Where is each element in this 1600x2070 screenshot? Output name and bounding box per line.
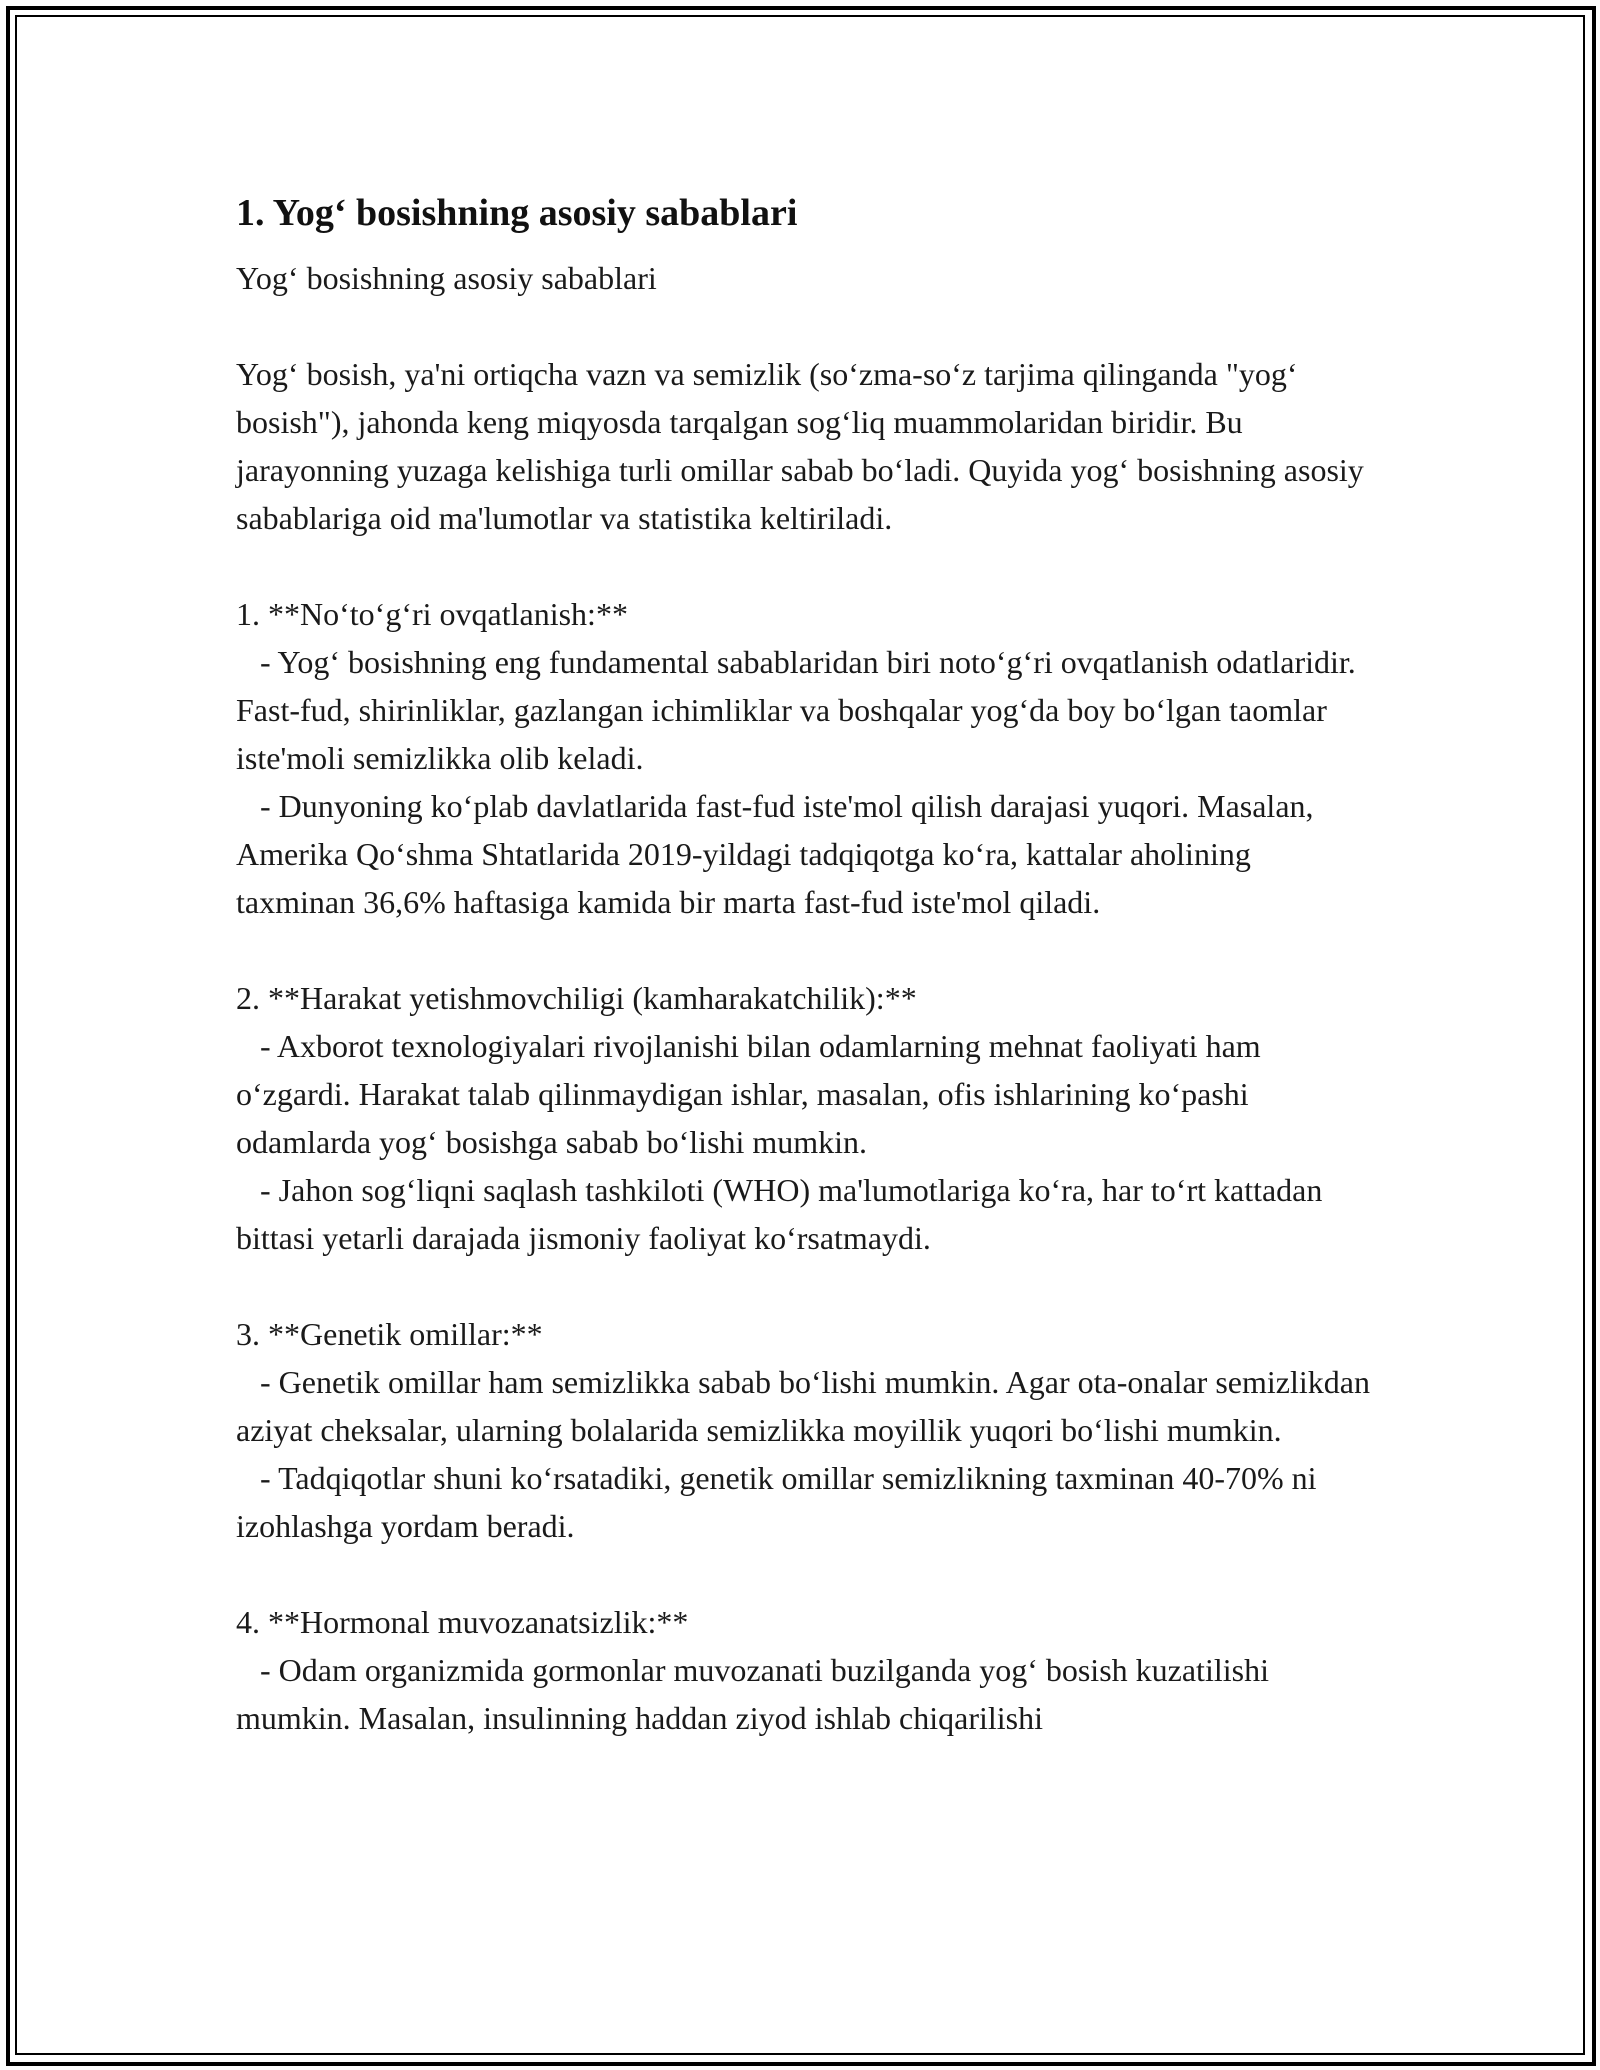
list-item: - Dunyoning ko‘plab davlatlarida fast-fud iste'mol qilish darajasi yuqori. Masalan, Amerika Qo‘shma Shtatlarida 2019-yildagi tadqiqotga ko‘ra, kattalar aholining taxminan 36,6% haftasiga kamida bir marta fast-fud iste'mol qiladi. — [236, 788, 1314, 920]
section-title: 1. **No‘to‘g‘ri ovqatlanish:** — [236, 596, 628, 632]
list-item: - Genetik omillar ham semizlikka sabab bo‘lishi mumkin. Agar ota-onalar semizlikdan aziyat cheksalar, ularning bolalarida semizlikka moyillik yuqori bo‘lishi mumkin. — [236, 1364, 1370, 1448]
section-title: 3. **Genetik omillar:** — [236, 1316, 543, 1352]
document-body — [236, 188, 1376, 1742]
section-genetic-factors — [236, 1310, 1376, 1550]
list-item: - Tadqiqotlar shuni ko‘rsatadiki, genetik omillar semizlikning taxminan 40-70% ni izohlashga yordam beradi. — [236, 1460, 1317, 1544]
list-item: - Jahon sog‘liqni saqlash tashkiloti (WHO) ma'lumotlariga ko‘ra, har to‘rt kattadan bittasi yetarli darajada jismoniy faoliyat ko‘rsatmaydi. — [236, 1172, 1323, 1256]
section-title: 2. **Harakat yetishmovchiligi (kamharakatchilik):** — [236, 980, 917, 1016]
list-item: - Odam organizmida gormonlar muvozanati buzilganda yog‘ bosish kuzatilishi mumkin. Masalan, insulinning haddan ziyod ishlab chiqarilishi — [236, 1652, 1269, 1736]
section-hormonal-imbalance — [236, 1598, 1376, 1742]
section-physical-inactivity — [236, 974, 1376, 1262]
intro-paragraph: Yog‘ bosish, ya'ni ortiqcha vazn va semizlik (so‘zma-so‘z tarjima qilinganda "yog‘ bosish"), jahonda keng miqyosda tarqalgan sog‘liq muammolaridan biridir. Bu jarayonning yuzaga kelishiga turli omillar sabab bo‘ladi. Quyida yog‘ bosishning asosiy sabablariga oid ma'lumotlar va statistika keltiriladi. — [236, 356, 1364, 536]
section-title: 4. **Hormonal muvozanatsizlik:** — [236, 1604, 689, 1640]
document-subtitle: Yog‘ bosishning asosiy sabablari — [236, 260, 657, 296]
section-poor-nutrition — [236, 590, 1376, 926]
list-item: - Axborot texnologiyalari rivojlanishi bilan odamlarning mehnat faoliyati ham o‘zgardi. Harakat talab qilinmaydigan ishlar, masalan, ofis ishlarining ko‘pashi odamlarda yog‘ bosishga sabab bo‘lishi mumkin. — [236, 1028, 1261, 1160]
document-heading: 1. Yog‘ bosishning asosiy sabablari — [236, 192, 798, 234]
list-item: - Yog‘ bosishning eng fundamental sabablaridan biri noto‘g‘ri ovqatlanish odatlaridir. Fast-fud, shirinliklar, gazlangan ichimliklar va boshqalar yog‘da boy bo‘lgan taomlar iste'moli semizlikka olib keladi. — [236, 644, 1356, 776]
